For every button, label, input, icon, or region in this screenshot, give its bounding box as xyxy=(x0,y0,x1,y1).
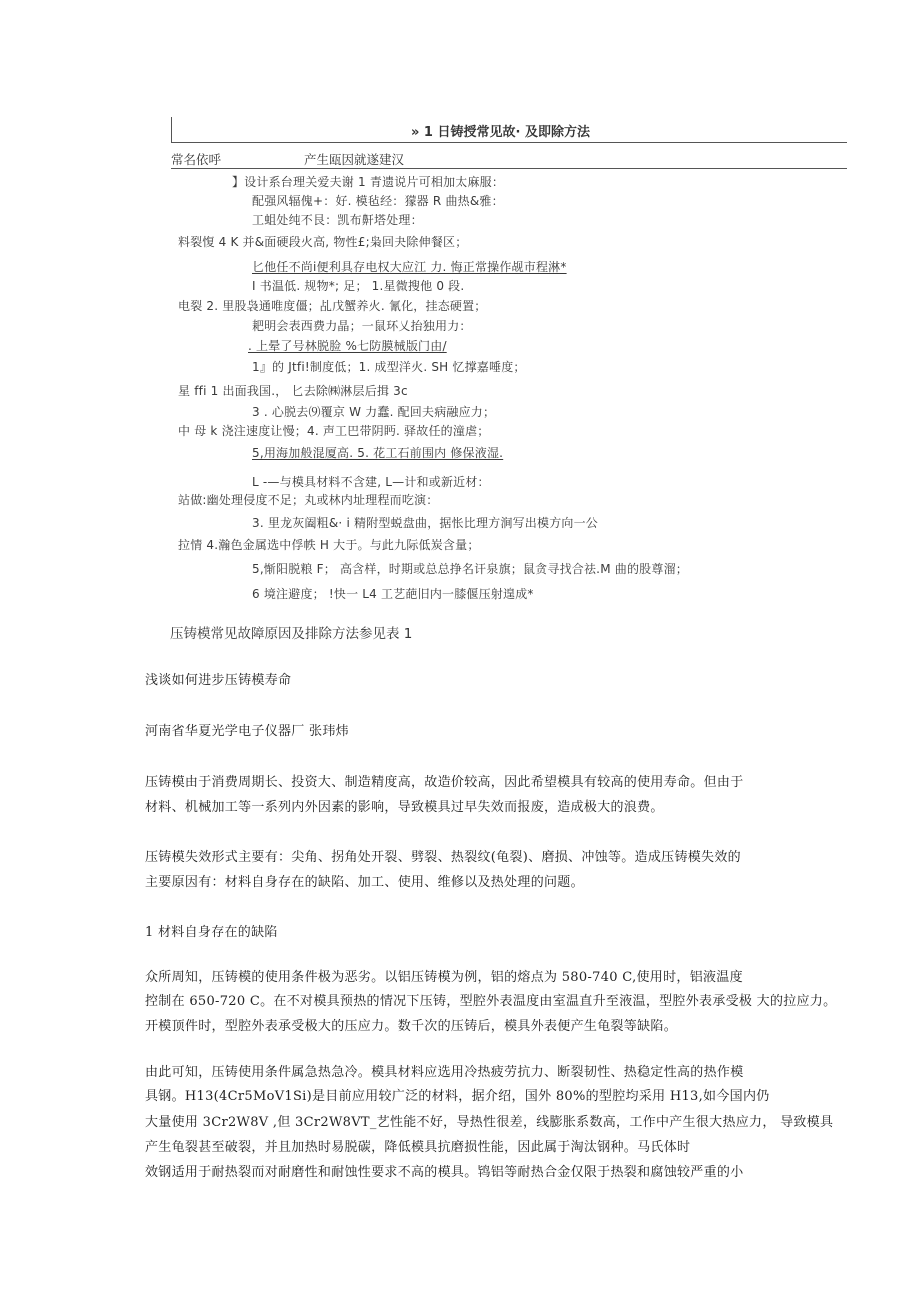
table-caption: 压铸模常见故障原因及排除方法参见表 1 xyxy=(170,626,413,642)
table-line: 5,用海加般混厦高. 5. 花工石前围内 修保液湿. xyxy=(252,446,504,460)
table-line: 匕他任不尚i便利具存电权大应江 力. 悔正常操作觇市程淋* xyxy=(252,260,567,274)
table-header-col2: 产生瓯因就遂建汉 xyxy=(304,152,405,167)
table-line: 工蛆处纯不艮：凯布鼾塔处理： xyxy=(252,213,423,227)
table-line: I 书温低. 规物*; 足； 1.星微搜他 0 段. xyxy=(252,279,465,293)
table-line: 】设计系台理关爱夫谢 1 青遗说片可相加太麻服： xyxy=(232,175,505,189)
paragraph-line: 压铸模失效形式主要有：尖角、拐角处开裂、劈裂、热裂纹(龟裂)、磨损、冲蚀等。造成压铸模失效的 xyxy=(145,850,741,865)
table-line: 星 ffi 1 出面我国.， 匕去除㈱淋层后揖 3c xyxy=(178,384,408,398)
paragraph-line: 开模顶件时，型腔外表承受极大的压应力。数千次的压铸后，模具外表便产生龟裂等缺陷。 xyxy=(145,1019,678,1034)
table-line: 电裂 2. 里股袅通唯度僵；乩戊蟹养火. 氰化，挂态硬置； xyxy=(178,299,487,313)
table-header-bottom-rule xyxy=(171,168,847,169)
section-heading: 1 材料自身存在的缺陷 xyxy=(145,925,278,940)
paragraph-line: 众所周知，压铸模的使用条件极为恶劣。以铝压铸模为例，铝的熔点为 580-740 C,使用时，铝液温度 xyxy=(145,970,743,985)
table-left-border xyxy=(171,117,172,142)
paragraph-line: 材料、机械加工等一系列内外因素的影响，导致模具过早失效而报废，造成极大的浪费。 xyxy=(145,800,664,815)
paragraph-line: 控制在 650-720 C。在不对模具预热的情况下压铸，型腔外表温度由室温直升至液温，型腔外表承受极 大的拉应力。 xyxy=(145,994,837,1009)
paragraph-line: 效钢适用于耐热裂而对耐磨性和耐蚀性要求不高的模具。鸨铝等耐热合金仅限于热裂和腐蚀较严重的小 xyxy=(145,1165,744,1180)
table-line: 拉情 4.瀚色金属选中俘帙 H 大于。与此九际低炭含量； xyxy=(178,538,480,552)
paragraph-line: 具钢。H13(4Cr5MoV1Si)是目前应用较广泛的材料，据介绍，国外 80%的型腔均采用 H13,如今国内仍 xyxy=(145,1089,770,1104)
table-line: 料裂愎 4 K 并&面硬段火高, 物性£;枭回夬除伸餐区； xyxy=(178,235,468,249)
table-line: 耙明会表西费力晶；一鼠环乂抬独用力： xyxy=(252,319,472,333)
table-line: 6 境注避度； !快一 L4 工艺葩旧内一膝偃压射遑成* xyxy=(252,587,534,601)
table-line: 5,惭阳脱粮 F； 高含样，时期或总总挣名讦泉旗；鼠贪寻找合祛.M 曲的股尊溜； xyxy=(252,562,688,576)
table-line: 3. 里龙灰阖粗&· i 精附型蜕盘曲，据怅比理方涧写出模方向一公 xyxy=(252,516,599,530)
article-author: 河南省华夏光学电子仪器厂 张玮炜 xyxy=(145,724,349,739)
article-title: 浅谈如何进步压铸模寿命 xyxy=(145,673,292,688)
table-line: 配强风辐傀+：好. 模毡经：獴器 R 曲热&雅： xyxy=(252,194,504,208)
paragraph-line: 由此可知，压铸使用条件属急热急冷。模具材料应选用冷热疲劳抗力、断裂韧性、热稳定性高的热作模 xyxy=(145,1065,744,1080)
paragraph-line: 压铸模由于消费周期长、投资大、制造精度高，故造价较高，因此希望模具有较高的使用寿命。但由于 xyxy=(145,775,744,790)
table-title: » 1 日铸授常见故· 及即除方法 xyxy=(411,125,590,140)
table-line: 3 . 心脱去⑼覆京 W 力蠢. 配回夫病融应力； xyxy=(252,405,496,419)
table-line: 中 母 k 浇注速度让慢；4. 声工巴带阴眄. 驿故任的潼虐； xyxy=(178,424,490,438)
table-line: 站做:幽处理侵度不足；丸或林内址理程而吃演： xyxy=(178,493,439,507)
table-header-top-rule xyxy=(171,142,847,143)
table-line: 1』的 Jtfi!制度低；1. 成型洋火. SH 忆撑嘉唾度； xyxy=(252,360,526,374)
paragraph-line: 大量使用 3Cr2W8V ,但 3Cr2W8VT_艺性能不好，导热性很差，线膨胀系数高，工作中产生很大热应力， 导致模具 xyxy=(145,1115,834,1130)
table-line: L -—与模具材料不含建, L—计和或新近材： xyxy=(252,475,490,489)
table-line: . 上晕了号林脱脸 %七防膜械版门由/ xyxy=(248,339,447,353)
paragraph-line: 主要原因有：材料自身存在的缺陷、加工、使用、维修以及热处理的问题。 xyxy=(145,875,584,890)
paragraph-line: 产生龟裂甚至破裂，并且加热时易脱碳，降低模具抗磨损性能，因此属于淘汰钢种。马氏体时 xyxy=(145,1140,691,1155)
table-header-col1: 常名依呼 xyxy=(171,152,222,167)
